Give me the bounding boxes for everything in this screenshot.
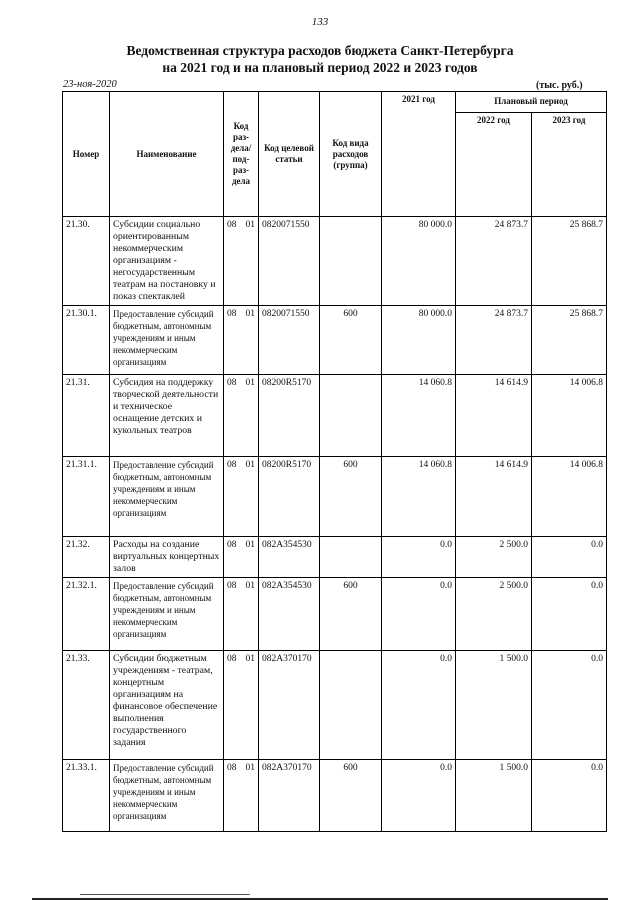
row-number: 21.31.1. bbox=[63, 457, 110, 537]
row-target-code: 082A370170 bbox=[259, 651, 320, 760]
row-section-code bbox=[224, 457, 259, 537]
row-section: 08 bbox=[227, 309, 237, 319]
row-section-code bbox=[224, 578, 259, 651]
header-name: Наименование bbox=[110, 92, 224, 217]
header-2022: 2022 год bbox=[456, 112, 532, 216]
row-expense-code: 600 bbox=[320, 578, 382, 651]
row-section-code bbox=[224, 651, 259, 760]
row-value-2021: 80 000.0 bbox=[382, 217, 456, 306]
row-expense-code: 600 bbox=[320, 306, 382, 375]
row-section: 08 bbox=[227, 654, 237, 664]
row-section: 08 bbox=[227, 460, 237, 470]
row-subsection: 01 bbox=[245, 378, 255, 388]
header-section-code: Код раз-дела/ под-раз-дела bbox=[224, 92, 259, 217]
budget-table bbox=[62, 91, 607, 832]
header-number: Номер bbox=[63, 92, 110, 217]
row-section-code bbox=[224, 760, 259, 832]
row-target-code: 082A354530 bbox=[259, 578, 320, 651]
row-target-code: 0820071550 bbox=[259, 306, 320, 375]
units-label: (тыс. руб.) bbox=[536, 80, 583, 91]
row-subsection: 01 bbox=[245, 220, 255, 230]
row-number: 21.31. bbox=[63, 375, 110, 457]
row-section: 08 bbox=[227, 581, 237, 591]
row-value-2023: 0.0 bbox=[532, 651, 607, 760]
row-subsection: 01 bbox=[245, 540, 255, 550]
header-planned-period: Плановый период bbox=[456, 92, 607, 113]
header-2023: 2023 год bbox=[532, 112, 607, 216]
table-row bbox=[63, 217, 607, 306]
row-value-2023: 0.0 bbox=[532, 537, 607, 578]
row-value-2021: 80 000.0 bbox=[382, 306, 456, 375]
document-title bbox=[0, 42, 640, 76]
row-target-code: 0820071550 bbox=[259, 217, 320, 306]
row-number: 21.32.1. bbox=[63, 578, 110, 651]
row-subsection: 01 bbox=[245, 654, 255, 664]
row-subsection: 01 bbox=[245, 460, 255, 470]
header-2021: 2021 год bbox=[382, 92, 456, 217]
row-expense-code bbox=[320, 537, 382, 578]
page-number: 133 bbox=[311, 16, 329, 28]
title-line-2: на 2021 год и на плановый период 2022 и 2023 годов bbox=[162, 60, 478, 75]
row-section: 08 bbox=[227, 378, 237, 388]
row-value-2023: 25 868.7 bbox=[532, 306, 607, 375]
row-name: Предоставление субсидий бюджетным, автономным учреждениям и иным некоммерческим организациям bbox=[110, 760, 224, 832]
row-target-code: 08200R5170 bbox=[259, 375, 320, 457]
row-value-2021: 0.0 bbox=[382, 760, 456, 832]
row-value-2022: 2 500.0 bbox=[456, 537, 532, 578]
row-name: Субсидии бюджетным учреждениям - театрам, концертным организациям на финансовое обеспечение выполнения государственного задания bbox=[110, 651, 224, 760]
row-value-2022: 1 500.0 bbox=[456, 760, 532, 832]
row-value-2021: 14 060.8 bbox=[382, 457, 456, 537]
title-line-1: Ведомственная структура расходов бюджета Санкт-Петербурга bbox=[126, 43, 514, 58]
row-subsection: 01 bbox=[245, 309, 255, 319]
row-section: 08 bbox=[227, 763, 237, 773]
row-section-code bbox=[224, 375, 259, 457]
row-value-2021: 0.0 bbox=[382, 651, 456, 760]
header-expense-code: Код вида расходов (группа) bbox=[320, 92, 382, 217]
row-number: 21.33. bbox=[63, 651, 110, 760]
row-value-2022: 2 500.0 bbox=[456, 578, 532, 651]
row-section-code bbox=[224, 217, 259, 306]
row-name: Предоставление субсидий бюджетным, автономным учреждениям и иным некоммерческим организациям bbox=[110, 578, 224, 651]
row-section: 08 bbox=[227, 220, 237, 230]
row-value-2023: 0.0 bbox=[532, 760, 607, 832]
table-row bbox=[63, 760, 607, 832]
row-value-2022: 14 614.9 bbox=[456, 457, 532, 537]
row-value-2021: 0.0 bbox=[382, 537, 456, 578]
row-value-2023: 0.0 bbox=[532, 578, 607, 651]
row-number: 21.33.1. bbox=[63, 760, 110, 832]
row-expense-code bbox=[320, 217, 382, 306]
row-value-2021: 0.0 bbox=[382, 578, 456, 651]
table-row bbox=[63, 306, 607, 375]
document-date: 23-ноя-2020 bbox=[63, 79, 117, 90]
table-row bbox=[63, 375, 607, 457]
row-name: Предоставление субсидий бюджетным, автономным учреждениям и иным некоммерческим организациям bbox=[110, 306, 224, 375]
row-number: 21.30.1. bbox=[63, 306, 110, 375]
row-value-2022: 1 500.0 bbox=[456, 651, 532, 760]
row-target-code: 08200R5170 bbox=[259, 457, 320, 537]
row-value-2022: 24 873.7 bbox=[456, 306, 532, 375]
row-name: Расходы на создание виртуальных концертных залов bbox=[110, 537, 224, 578]
row-section-code bbox=[224, 537, 259, 578]
row-expense-code bbox=[320, 375, 382, 457]
row-value-2021: 14 060.8 bbox=[382, 375, 456, 457]
row-subsection: 01 bbox=[245, 581, 255, 591]
table-row bbox=[63, 457, 607, 537]
table-row bbox=[63, 651, 607, 760]
row-expense-code: 600 bbox=[320, 457, 382, 537]
table-row bbox=[63, 578, 607, 651]
row-expense-code: 600 bbox=[320, 760, 382, 832]
row-name: Субсидия на поддержку творческой деятельности и техническое оснащение детских и кукольных театров bbox=[110, 375, 224, 457]
row-value-2022: 24 873.7 bbox=[456, 217, 532, 306]
row-value-2023: 25 868.7 bbox=[532, 217, 607, 306]
row-value-2022: 14 614.9 bbox=[456, 375, 532, 457]
row-section: 08 bbox=[227, 540, 237, 550]
table-row bbox=[63, 537, 607, 578]
row-section-code bbox=[224, 306, 259, 375]
row-target-code: 082A370170 bbox=[259, 760, 320, 832]
row-subsection: 01 bbox=[245, 763, 255, 773]
row-value-2023: 14 006.8 bbox=[532, 457, 607, 537]
footer-rule-short bbox=[80, 894, 250, 895]
row-number: 21.32. bbox=[63, 537, 110, 578]
row-value-2023: 14 006.8 bbox=[532, 375, 607, 457]
row-name: Субсидии социально ориентированным некоммерческим организациям - негосударственным театрам на постановку и показ спектаклей bbox=[110, 217, 224, 306]
row-target-code: 082A354530 bbox=[259, 537, 320, 578]
row-name: Предоставление субсидий бюджетным, автономным учреждениям и иным некоммерческим организациям bbox=[110, 457, 224, 537]
row-number: 21.30. bbox=[63, 217, 110, 306]
header-target-code: Код целевой статьи bbox=[259, 92, 320, 217]
table-body bbox=[63, 217, 607, 832]
footer-rule bbox=[32, 898, 608, 900]
row-expense-code bbox=[320, 651, 382, 760]
